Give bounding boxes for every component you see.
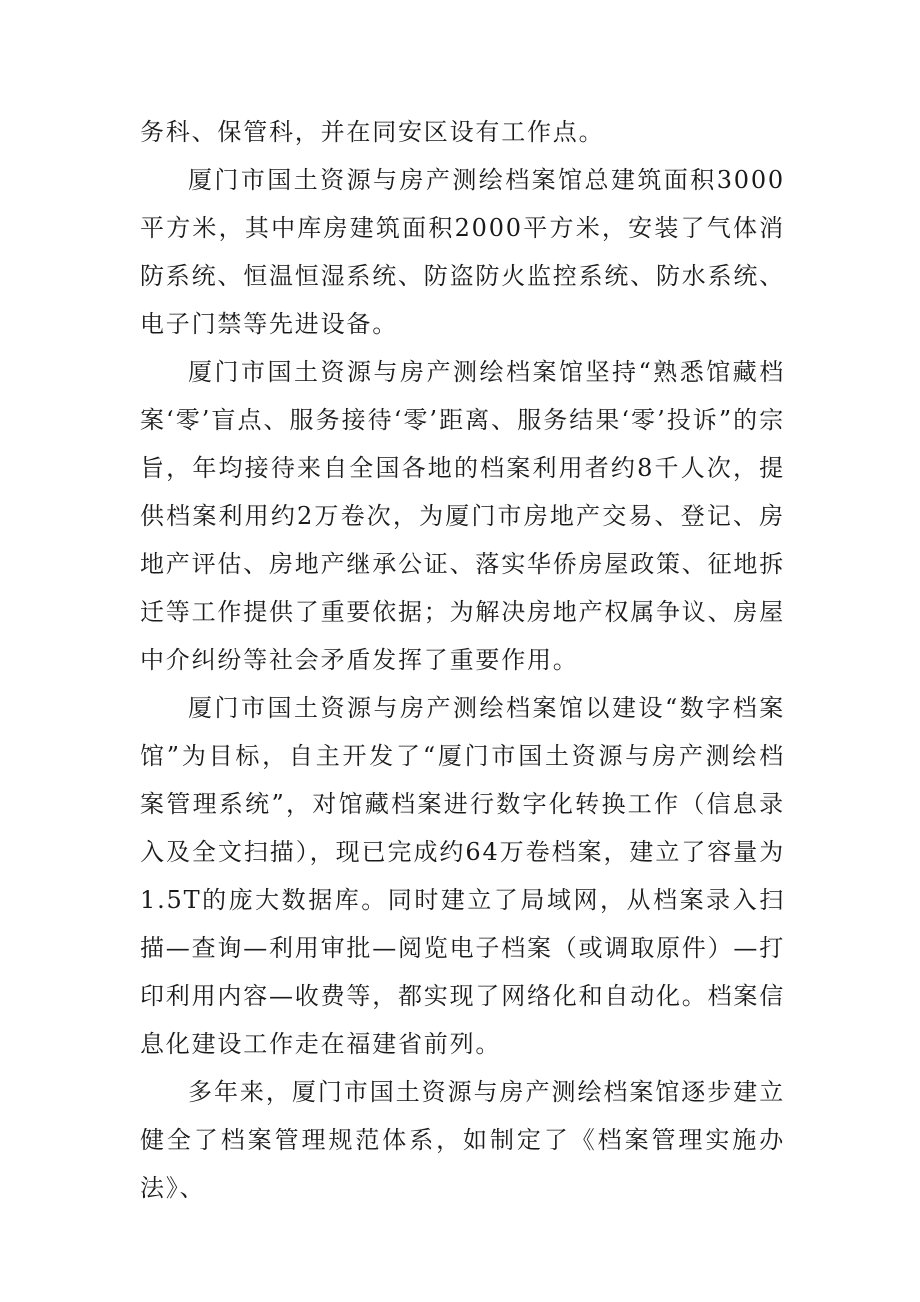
paragraph-building-area: 厦门市国土资源与房产测绘档案馆总建筑面积3000平方米，其中库房建筑面积2000平方米，安装了气体消防系统、恒温恒湿系统、防盗防火监控系统、防水系统、电子门禁等先进设备。 — [140, 166, 785, 338]
paragraph-management-system: 多年来，厦门市国土资源与房产测绘档案馆逐步建立健全了档案管理规范体系，如制定了《档案管理实施办法》、 — [140, 1078, 785, 1202]
document-body — [140, 108, 785, 1212]
paragraph-service-principle: 厦门市国土资源与房产测绘档案馆坚持“熟悉馆藏档案‘零’盲点、服务接待‘零’距离、服务结果‘零’投诉”的宗旨，年均接待来自全国各地的档案利用者约8千人次，提供档案利用约2万卷次，为厦门市房地产交易、登记、房地产评估、房地产继承公证、落实华侨房屋政策、征地拆迁等工作提供了重要依据；为解决房地产权属争议、房屋中介纠纷等社会矛盾发挥了重要作用。 — [140, 358, 785, 674]
paragraph-continuation: 务科、保管科，并在同安区设有工作点。 — [140, 118, 605, 146]
paragraph-digital-archive: 厦门市国土资源与房产测绘档案馆以建设“数字档案馆”为目标，自主开发了“厦门市国土资源与房产测绘档案管理系统”，对馆藏档案进行数字化转换工作（信息录入及全文扫描），现已完成约64万卷档案，建立了容量为1.5T的庞大数据库。同时建立了局域网，从档案录入扫描—查询—利用审批—阅览电子档案（或调取原件）—打印利用内容—收费等，都实现了网络化和自动化。档案信息化建设工作走在福建省前列。 — [140, 694, 785, 1058]
